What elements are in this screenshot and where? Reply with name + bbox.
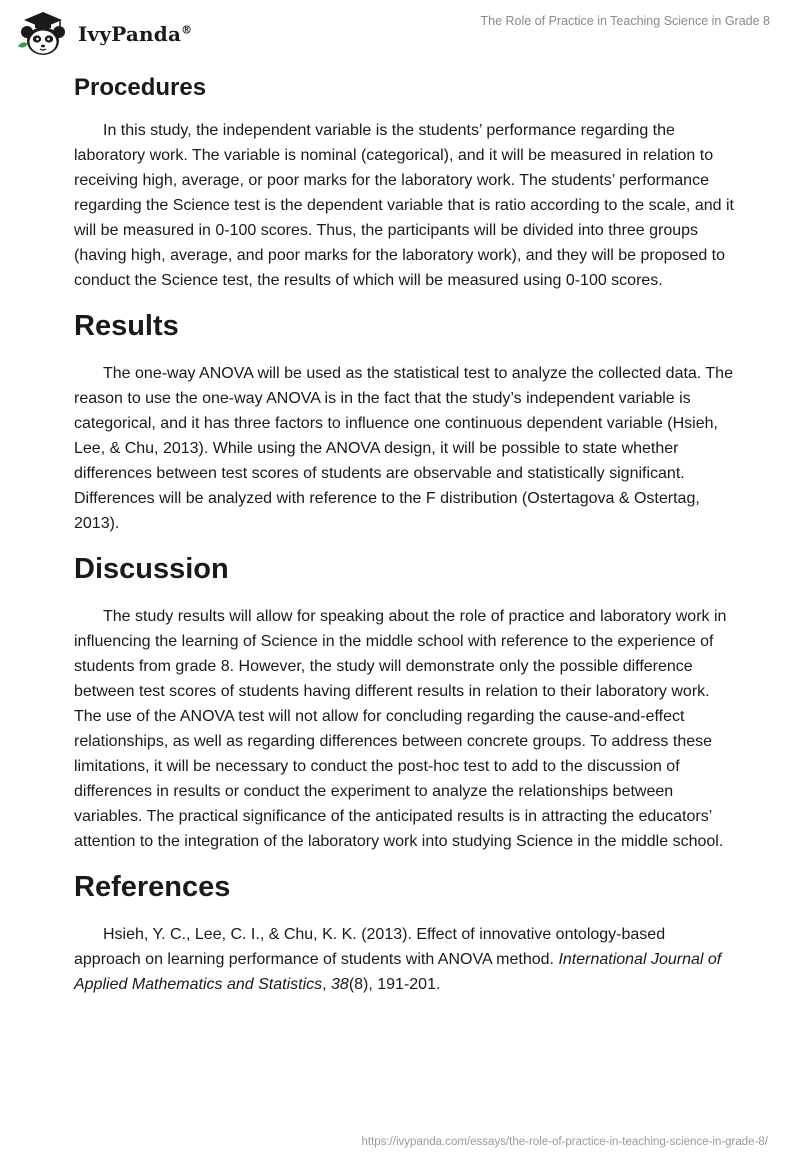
procedures-heading: Procedures: [74, 74, 207, 101]
reference-pages: (8), 191-201.: [348, 976, 441, 993]
document-title: The Role of Practice in Teaching Science in Grade 8: [480, 14, 770, 28]
discussion-paragraph: The study results will allow for speaking about the role of practice and laboratory work in influencing the learning of Science in the middle school with reference to the experience of students from grade 8. However, the study will demonstrate only the possible difference between test scores of students having different results in relation to their laboratory work. The use of the ANOVA test will not allow for concluding regarding the cause-and-effect relationships, as well as regarding differences between concrete groups. To address these limitations, it will be necessary to conduct the post-hoc test to add to the discussion of differences in results or conduct the experiment to analyze the relationships between variables. The practical significance of the anticipated results is in attracting the educators’ attention to the integration of the laboratory work into studying Science in the middle school.: [74, 608, 727, 850]
results-heading: Results: [74, 310, 179, 342]
registered-mark: ®: [181, 23, 193, 37]
reference-separator: ,: [322, 976, 332, 993]
essay-content: [74, 70, 734, 1011]
source-url[interactable]: https://ivypanda.com/essays/the-role-of-practice-in-teaching-science-in-grade-8/: [361, 1136, 768, 1148]
results-paragraph: The one-way ANOVA will be used as the statistical test to analyze the collected data. The reason to use the one-way ANOVA is in the fact that the study’s independent variable is categorical, and it has three factors to influence one continuous dependent variable (Hsieh, Lee, & Chu, 2013). While using the ANOVA design, it will be possible to state whether differences between test scores of students are observable and statistically significant. Differences will be analyzed with reference to the F distribution (Ostertagova & Ostertag, 2013).: [74, 365, 733, 532]
page-header: [0, 0, 800, 70]
reference-volume: 38: [331, 976, 349, 993]
brand-logo[interactable]: [14, 6, 192, 58]
brand-name-text: IvyPanda: [78, 22, 182, 46]
brand-name: [78, 22, 192, 46]
reference-entry: [74, 922, 734, 997]
references-heading: References: [74, 871, 231, 903]
discussion-heading: Discussion: [74, 553, 229, 585]
procedures-paragraph: In this study, the independent variable is the students’ performance regarding the laboratory work. The variable is nominal (categorical), and it will be measured in relation to receiving high, average, or poor marks for the laboratory work. The students’ performance regarding the Science test is the dependent variable that is ratio according to the scale, and it will be measured in 0-100 scores. Thus, the participants will be divided into three groups (having high, average, and poor marks for the laboratory work), and they will be proposed to conduct the Science test, the results of which will be measured using 0-100 scores.: [74, 122, 734, 289]
reference-journal: International Journal of Applied Mathematics and Statistics: [74, 951, 722, 993]
panda-logo-icon: [14, 6, 72, 58]
reference-authors: Hsieh, Y. C., Lee, C. I., & Chu, K. K. (2013). Effect of innovative ontology-based approach on learning performance of students with ANOVA method.: [74, 926, 666, 968]
